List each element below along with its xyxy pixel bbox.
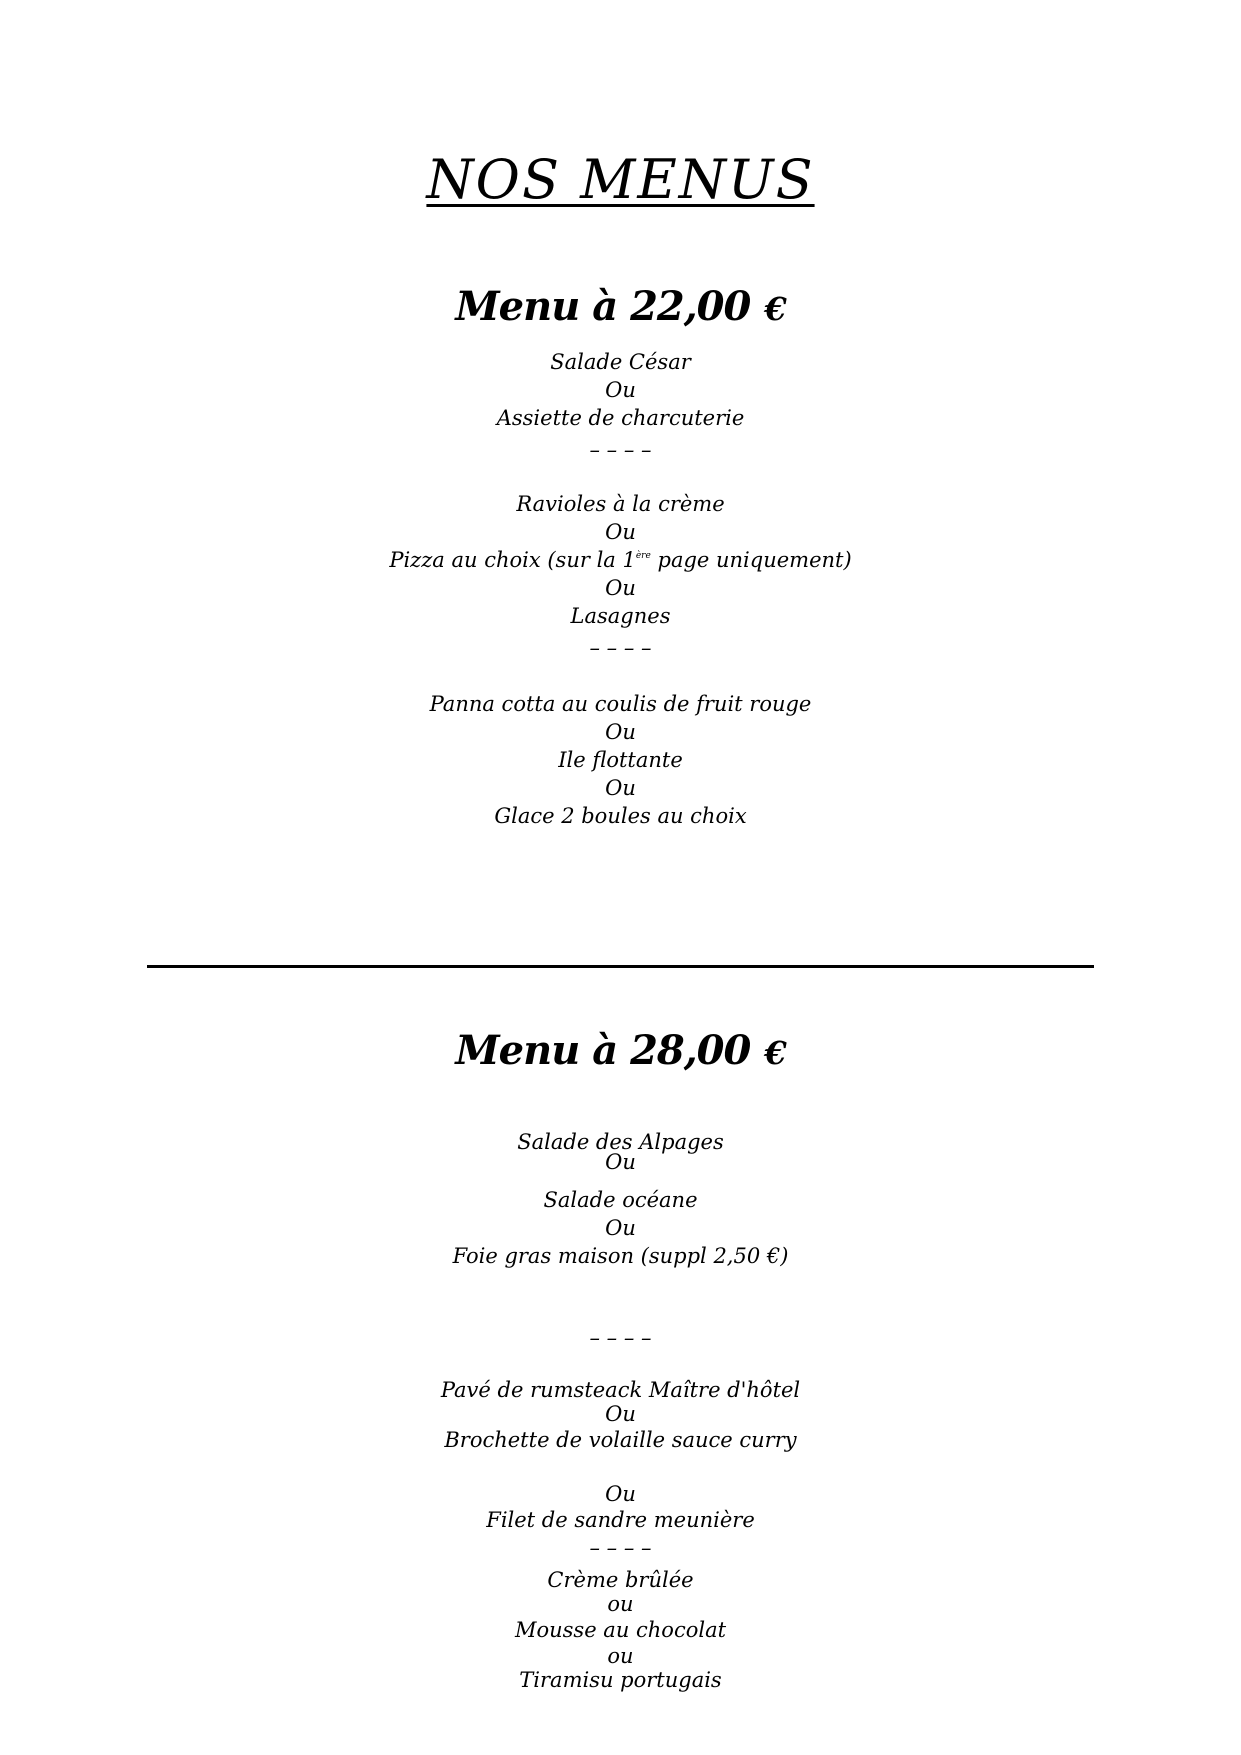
menu-22-dessert-2: Ile flottante (558, 748, 683, 772)
menu-28-or-2: Ou (605, 1216, 636, 1240)
menu-22-or-1: Ou (605, 378, 636, 402)
menu-28-plat-1: Pavé de rumsteack Maître d'hôtel (440, 1378, 801, 1402)
menu-28-plat-3: Filet de sandre meunière (486, 1508, 755, 1532)
menu-28-dessert-1: Crème brûlée (547, 1568, 694, 1592)
menu-28-or-4: Ou (605, 1482, 636, 1506)
menu-28-or-3: Ou (605, 1402, 636, 1426)
menu-22-plat-3: Lasagnes (570, 604, 671, 628)
menu-28-dessert-3: Tiramisu portugais (519, 1668, 722, 1692)
menu-28-dessert-2: Mousse au chocolat (514, 1618, 727, 1642)
menu-28-plat-2: Brochette de volaille sauce curry (444, 1428, 797, 1452)
section-divider (147, 965, 1094, 968)
menu-22-dessert-1: Panna cotta au coulis de fruit rouge (429, 692, 812, 716)
menu-22-or-3: Ou (605, 576, 636, 600)
menu-22-heading-text: Menu à 22,00 (455, 283, 751, 330)
menu-22-plat-2-text: Pizza au choix (sur la 1 (389, 548, 636, 572)
menu-28-separator-2: – – – – (589, 1536, 652, 1560)
menu-22-plat-2 (0, 546, 1241, 574)
menu-22-dessert-3: Glace 2 boules au choix (494, 804, 747, 828)
menu-22-separator-2: – – – – (589, 636, 652, 660)
menu-22-heading (0, 282, 1241, 334)
menu-22-currency: € (764, 290, 786, 328)
menu-28-or-5: ou (607, 1592, 634, 1616)
menu-28-entree-2: Salade océane (543, 1188, 698, 1212)
menu-28-or-6: ou (607, 1644, 634, 1668)
menu-22-separator-1: – – – – (589, 438, 652, 462)
menu-22-or-2: Ou (605, 520, 636, 544)
menu-28-entree-3: Foie gras maison (suppl 2,50 €) (452, 1244, 789, 1268)
menu-28-heading (0, 1026, 1241, 1078)
menu-28-currency: € (764, 1034, 786, 1072)
page-title: NOS MENUS (426, 148, 815, 211)
menu-22-plat-1: Ravioles à la crème (516, 492, 725, 516)
menu-28-entree-1: Salade des Alpages (517, 1130, 724, 1154)
menu-22-entree-1: Salade César (550, 350, 691, 374)
menu-22-plat-2-superscript: ère (635, 551, 651, 561)
menu-28-separator-1: – – – – (589, 1326, 652, 1350)
menu-28-heading-text: Menu à 28,00 (455, 1027, 751, 1074)
menu-22-or-5: Ou (605, 776, 636, 800)
menu-28-or-1: Ou (605, 1150, 636, 1174)
menu-22-plat-2-text-end: page uniquement) (650, 548, 852, 572)
menu-22-or-4: Ou (605, 720, 636, 744)
menu-22-entree-2: Assiette de charcuterie (496, 406, 745, 430)
